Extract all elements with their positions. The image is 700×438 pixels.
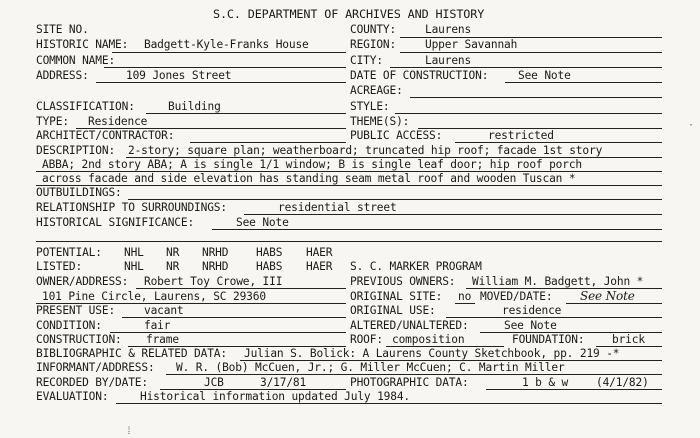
previous-owners-label: PREVIOUS OWNERS: xyxy=(350,275,456,288)
type-value: Residence xyxy=(88,115,148,128)
listed-haer: HAER xyxy=(306,260,333,273)
region-underline xyxy=(400,52,662,53)
date-of-construction-underline xyxy=(505,82,662,83)
construction-label: CONSTRUCTION: xyxy=(36,333,122,346)
marker-program-label: S. C. MARKER PROGRAM xyxy=(350,260,482,273)
historical-significance-label: HISTORICAL SIGNIFICANCE: xyxy=(36,216,195,229)
previous-owners-value: William M. Badgett, John * xyxy=(472,275,644,288)
relationship-underline xyxy=(244,214,662,215)
listed-nrhd: NRHD xyxy=(202,260,229,273)
photo-type-value: 1 b & w xyxy=(522,376,569,389)
original-site-label: ORIGINAL SITE: xyxy=(350,290,443,303)
photo-date-value: (4/1/82) xyxy=(596,376,649,389)
date-of-construction-label: DATE OF CONSTRUCTION: xyxy=(350,69,489,82)
public-access-label: PUBLIC ACCESS: xyxy=(350,129,443,142)
description-line-1: 2-story; square plan; weatherboard; truncated hip roof; facade 1st story xyxy=(128,144,603,157)
present-use-label: PRESENT USE: xyxy=(36,304,116,317)
scan-mark: ⁞ xyxy=(126,426,133,437)
address-value: 109 Jones Street xyxy=(126,69,232,82)
original-site-underline xyxy=(455,303,475,304)
city-label: CITY: xyxy=(350,54,383,67)
address-label: ADDRESS: xyxy=(36,69,89,82)
historic-name-underline xyxy=(112,52,346,53)
classification-underline xyxy=(146,113,346,114)
historical-significance-underline xyxy=(212,229,662,230)
evaluation-value: Historical information updated July 1984. xyxy=(140,390,411,403)
public-access-value: restricted xyxy=(488,129,554,142)
listed-label: LISTED: xyxy=(36,260,83,273)
margin-mark: · xyxy=(688,120,695,131)
potential-label: POTENTIAL: xyxy=(36,246,102,259)
evaluation-underline xyxy=(116,403,662,404)
city-value: Laurens xyxy=(425,54,472,67)
relationship-label: RELATIONSHIP TO SURROUNDINGS: xyxy=(36,201,227,214)
present-use-underline xyxy=(122,317,346,318)
potential-nrhd: NRHD xyxy=(202,246,229,259)
roof-value: composition xyxy=(392,333,465,346)
common-name-underline xyxy=(104,67,346,68)
description-label: DESCRIPTION: xyxy=(36,144,116,157)
outbuildings-underline xyxy=(128,199,662,200)
historic-name-label: HISTORIC NAME: xyxy=(36,38,129,51)
style-underline xyxy=(395,113,662,114)
photographic-data-label: PHOTOGRAPHIC DATA: xyxy=(350,376,469,389)
description-underline-3 xyxy=(36,185,662,186)
original-use-label: ORIGINAL USE: xyxy=(350,304,436,317)
potential-habs: HABS xyxy=(256,246,283,259)
recorded-by-label: RECORDED BY/DATE: xyxy=(36,376,148,389)
region-value: Upper Savannah xyxy=(425,38,518,51)
type-label: TYPE: xyxy=(36,115,69,128)
construction-value: frame xyxy=(146,333,179,346)
county-value: Laurens xyxy=(425,23,472,36)
relationship-value: residential street xyxy=(278,201,397,214)
description-line-2: ABBA; 2nd story ABA; A is single 1/1 window; B is single leaf door; hip roof porch xyxy=(42,158,583,171)
roof-label: ROOF: xyxy=(350,333,383,346)
potential-nhl: NHL xyxy=(124,246,144,259)
site-no-label: SITE NO. xyxy=(36,23,89,36)
listed-nhl: NHL xyxy=(124,260,144,273)
address-underline xyxy=(96,82,346,83)
altered-value: See Note xyxy=(504,319,557,332)
evaluation-label: EVALUATION: xyxy=(36,390,109,403)
owner-address-value-2: 101 Pine Circle, Laurens, SC 29360 xyxy=(42,290,266,303)
bibliographic-label: BIBLIOGRAPHIC & RELATED DATA: xyxy=(36,347,227,360)
moved-date-value: See Note xyxy=(580,289,635,303)
historic-name-value: Badgett-Kyle-Franks House xyxy=(144,38,309,51)
historical-significance-value: See Note xyxy=(236,216,289,229)
city-underline xyxy=(390,67,662,68)
listed-habs: HABS xyxy=(256,260,283,273)
original-use-value: residence xyxy=(502,304,562,317)
potential-haer: HAER xyxy=(306,246,333,259)
architect-underline xyxy=(190,142,346,143)
informant-underline xyxy=(166,374,662,375)
photographic-data-underline xyxy=(486,389,662,390)
region-label: REGION: xyxy=(350,38,397,51)
recorded-date-value: 3/17/81 xyxy=(260,376,307,389)
owner-address-value-1: Robert Toy Crowe, III xyxy=(144,275,283,288)
common-name-label: COMMON NAME: xyxy=(36,54,116,67)
recorded-by-value: JCB xyxy=(204,376,224,389)
owner-address-label: OWNER/ADDRESS: xyxy=(36,275,129,288)
architect-label: ARCHITECT/CONTRACTOR: xyxy=(36,129,175,142)
classification-label: CLASSIFICATION: xyxy=(36,100,135,113)
foundation-value: brick xyxy=(612,333,645,346)
county-label: COUNTY: xyxy=(350,23,397,36)
informant-label: INFORMANT/ADDRESS: xyxy=(36,361,155,374)
listed-nr: NR xyxy=(166,260,180,273)
classification-value: Building xyxy=(168,100,221,113)
theme-label: THEME(S): xyxy=(350,115,410,128)
style-label: STYLE: xyxy=(350,100,390,113)
original-site-value: no xyxy=(458,290,472,303)
foundation-label: FOUNDATION: xyxy=(512,333,585,346)
original-use-underline xyxy=(446,317,662,318)
present-use-value: vacant xyxy=(144,304,184,317)
description-line-3: across facade and side elevation has standing seam metal roof and wooden Tuscan * xyxy=(42,172,576,185)
outbuildings-label: OUTBUILDINGS: xyxy=(36,186,122,199)
altered-label: ALTERED/UNALTERED: xyxy=(350,319,469,332)
owner-address-underline-1 xyxy=(136,288,346,289)
moved-date-label: MOVED/DATE: xyxy=(480,290,553,303)
condition-label: CONDITION: xyxy=(36,319,102,332)
section-divider xyxy=(36,241,662,242)
date-of-construction-value: See Note xyxy=(518,69,571,82)
public-access-underline xyxy=(455,142,662,143)
moved-date-underline xyxy=(566,303,662,304)
potential-nr: NR xyxy=(166,246,180,259)
acreage-label: ACREAGE: xyxy=(350,84,403,97)
form-header: S.C. DEPARTMENT OF ARCHIVES AND HISTORY xyxy=(213,7,485,21)
bibliographic-value: Julian S. Bolick: A Laurens County Sketchbook, pp. 219 -* xyxy=(244,347,620,360)
condition-value: fair xyxy=(144,319,171,332)
acreage-underline xyxy=(410,97,662,98)
informant-value: W. R. (Bob) McCuen, Jr.; G. Miller McCuen; C. Martin Miller xyxy=(176,361,565,374)
